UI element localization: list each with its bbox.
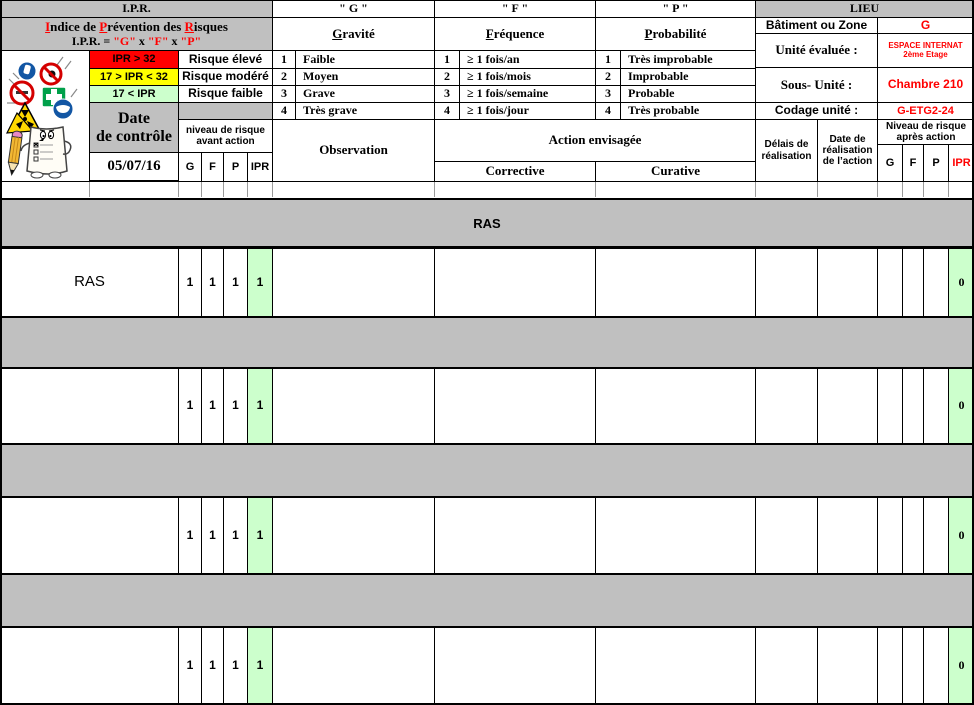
row-g2-cell[interactable]: [877, 497, 903, 574]
frequence-level-4: 4: [434, 102, 460, 120]
gravite-level-2: 2: [272, 68, 296, 86]
lieu-value-batiment[interactable]: G: [877, 17, 974, 34]
safety-mascot-illustration: [1, 51, 89, 181]
apres-action-header: Niveau de risque après action: [877, 119, 974, 145]
probabilite-level-1: 1: [595, 50, 621, 69]
scale-f-title: Fréquence: [434, 17, 596, 51]
row-g-value[interactable]: 1: [178, 368, 202, 444]
row-ipr2-value[interactable]: 0: [948, 497, 974, 574]
row-ipr2-value[interactable]: 0: [948, 627, 974, 704]
row-f2-cell[interactable]: [902, 497, 924, 574]
mandatory-sign-icon: [18, 62, 36, 80]
row-delais-cell[interactable]: [755, 497, 818, 574]
row-ipr2-value[interactable]: 0: [948, 248, 974, 317]
row-observation-cell[interactable]: [272, 248, 435, 317]
scale-p-title: Probabilité: [595, 17, 756, 51]
lieu-value-sous-unite[interactable]: Chambre 210: [877, 67, 974, 103]
date-realisation-header: Date de réalisation de l’action: [817, 119, 878, 182]
lieu-label-sous-unite: Sous- Unité :: [755, 67, 878, 103]
frequence-label-2: ≥ 1 fois/mois: [459, 68, 596, 86]
delais-header: Délais de réalisation: [755, 119, 818, 182]
row-p2-cell[interactable]: [923, 627, 949, 704]
probabilite-level-2: 2: [595, 68, 621, 86]
gravite-level-4: 4: [272, 102, 296, 120]
legend-label-low: Risque faible: [178, 85, 273, 103]
row-observation-cell[interactable]: [272, 627, 435, 704]
gravite-level-3: 3: [272, 85, 296, 103]
pencil-icon: [7, 130, 23, 175]
avant-col-ipr: IPR: [247, 152, 273, 182]
action-envisagee-header: Action envisagée: [434, 119, 756, 162]
legend-range-medium: 17 > IPR < 32: [89, 68, 179, 86]
no-smoking-sign-icon: [11, 82, 33, 104]
table-left-edge: [0, 0, 2, 705]
row-date-realisation-cell[interactable]: [817, 497, 878, 574]
row-f2-cell[interactable]: [902, 368, 924, 444]
probabilite-label-1: Très improbable: [620, 50, 756, 69]
row-p-value[interactable]: 1: [223, 368, 248, 444]
row-f-value[interactable]: 1: [201, 248, 224, 317]
paper-character: [21, 127, 71, 178]
gravite-level-1: 1: [272, 50, 296, 69]
probabilite-label-3: Probable: [620, 85, 756, 103]
corrective-header: Corrective: [434, 161, 596, 182]
apres-col-g: G: [877, 144, 903, 182]
row-f-value[interactable]: 1: [201, 368, 224, 444]
row-g-value[interactable]: 1: [178, 497, 202, 574]
row-date-realisation-cell[interactable]: [817, 368, 878, 444]
row-f2-cell[interactable]: [902, 627, 924, 704]
lieu-title: LIEU: [755, 0, 974, 18]
row-date-realisation-cell[interactable]: [817, 248, 878, 317]
row-corrective-cell[interactable]: [434, 627, 596, 704]
probabilite-label-2: Improbable: [620, 68, 756, 86]
frequence-level-3: 3: [434, 85, 460, 103]
safety-mascot-cell: [0, 50, 90, 182]
ipr-subtitle-block: [0, 17, 273, 51]
date-controle-label: Date de contrôle: [89, 102, 179, 153]
gravite-label-3: Grave: [295, 85, 435, 103]
row-curative-cell[interactable]: [595, 248, 756, 317]
legend-label-high: Risque élevé: [178, 50, 273, 69]
avant-action-header: niveau de risque avant action: [178, 119, 273, 153]
row-curative-cell[interactable]: [595, 627, 756, 704]
section-band[interactable]: [0, 573, 974, 628]
row-f-value[interactable]: 1: [201, 497, 224, 574]
avant-col-f: F: [201, 152, 224, 182]
row-label[interactable]: [0, 368, 179, 444]
row-p-value[interactable]: 1: [223, 627, 248, 704]
lieu-value-codage[interactable]: G-ETG2-24: [877, 102, 974, 120]
row-f2-cell[interactable]: [902, 248, 924, 317]
lieu-label-batiment: Bâtiment ou Zone: [755, 17, 878, 34]
row-delais-cell[interactable]: [755, 627, 818, 704]
apres-col-ipr: IPR: [948, 144, 974, 182]
apres-col-p: P: [923, 144, 949, 182]
date-controle-value[interactable]: 05/07/16: [89, 152, 179, 182]
frequence-level-1: 1: [434, 50, 460, 69]
gravite-label-1: Faible: [295, 50, 435, 69]
section-band[interactable]: [0, 443, 974, 498]
frequence-level-2: 2: [434, 68, 460, 86]
scale-g-title: Gravité: [272, 17, 435, 51]
row-observation-cell[interactable]: [272, 497, 435, 574]
row-ipr-value[interactable]: 1: [247, 368, 273, 444]
row-delais-cell[interactable]: [755, 248, 818, 317]
goggles-sign-icon: [53, 99, 73, 119]
row-corrective-cell[interactable]: [434, 248, 596, 317]
curative-header: Curative: [595, 161, 756, 182]
row-observation-cell[interactable]: [272, 368, 435, 444]
row-date-realisation-cell[interactable]: [817, 627, 878, 704]
ipr-formula: I.P.R. = "G" x "F" x "P": [71, 33, 202, 48]
lieu-label-unite: Unité évaluée :: [755, 33, 878, 68]
row-p2-cell[interactable]: [923, 248, 949, 317]
row-p2-cell[interactable]: [923, 497, 949, 574]
row-p2-cell[interactable]: [923, 368, 949, 444]
row-label[interactable]: [0, 497, 179, 574]
row-label[interactable]: RAS: [0, 248, 179, 317]
row-g-value[interactable]: 1: [178, 248, 202, 317]
probabilite-level-3: 3: [595, 85, 621, 103]
row-g2-cell[interactable]: [877, 627, 903, 704]
row-ipr-value[interactable]: 1: [247, 497, 273, 574]
gravite-label-4: Très grave: [295, 102, 435, 120]
prohibition-sign-icon: [41, 64, 61, 84]
section-band[interactable]: [0, 316, 974, 369]
lieu-label-codage: Codage unité :: [755, 102, 878, 120]
probabilite-level-4: 4: [595, 102, 621, 120]
frequence-label-4: ≥ 1 fois/jour: [459, 102, 596, 120]
gravite-label-2: Moyen: [295, 68, 435, 86]
row-delais-cell[interactable]: [755, 368, 818, 444]
legend-range-high: IPR > 32: [89, 50, 179, 69]
row-ipr2-value[interactable]: 0: [948, 368, 974, 444]
legend-label-medium: Risque modéré: [178, 68, 273, 86]
avant-col-g: G: [178, 152, 202, 182]
row-ipr-value[interactable]: 1: [247, 248, 273, 317]
row-p-value[interactable]: 1: [223, 248, 248, 317]
row-corrective-cell[interactable]: [434, 497, 596, 574]
row-f-value[interactable]: 1: [201, 627, 224, 704]
probabilite-label-4: Très probable: [620, 102, 756, 120]
row-g2-cell[interactable]: [877, 368, 903, 444]
apres-col-f: F: [902, 144, 924, 182]
row-label[interactable]: [0, 627, 179, 704]
scale-g-quoted-header: " G ": [272, 0, 435, 18]
ipr-subtitle: Indice de Prévention des Risques: [45, 19, 228, 34]
frequence-label-1: ≥ 1 fois/an: [459, 50, 596, 69]
row-p-value[interactable]: 1: [223, 497, 248, 574]
legend-range-low: 17 < IPR: [89, 85, 179, 103]
lieu-value-unite[interactable]: ESPACE INTERNAT 2ème Etage: [877, 33, 974, 68]
frequence-label-3: ≥ 1 fois/semaine: [459, 85, 596, 103]
observation-header: Observation: [272, 119, 435, 182]
row-curative-cell[interactable]: [595, 497, 756, 574]
row-g-value[interactable]: 1: [178, 627, 202, 704]
row-ipr-value[interactable]: 1: [247, 627, 273, 704]
scale-p-quoted-header: " P ": [595, 0, 756, 18]
row-g2-cell[interactable]: [877, 248, 903, 317]
row-corrective-cell[interactable]: [434, 368, 596, 444]
ipr-title: I.P.R.: [0, 0, 273, 18]
section-band[interactable]: RAS: [0, 198, 974, 248]
spacer-cell: [178, 102, 273, 120]
scale-f-quoted-header: " F ": [434, 0, 596, 18]
row-curative-cell[interactable]: [595, 368, 756, 444]
avant-col-p: P: [223, 152, 248, 182]
